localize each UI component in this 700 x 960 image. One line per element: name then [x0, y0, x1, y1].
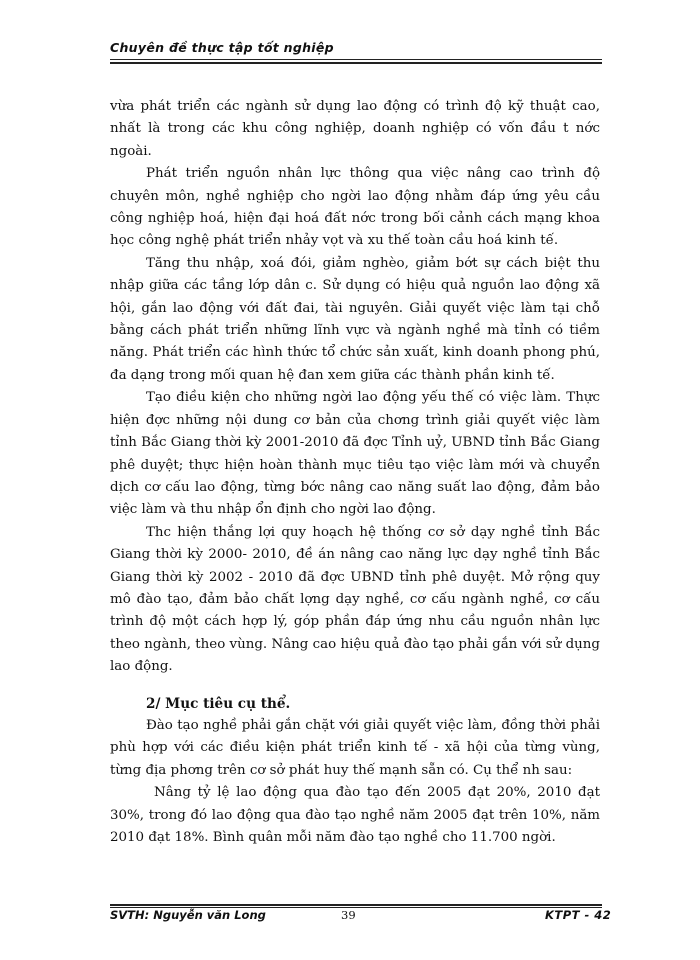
paragraph-continuation: vừa phát triển các ngành sử dụng lao động có trình độ kỹ thuật cao, nhất là trong các khu công nghiệp, doanh nghiệp có vốn đầu t nớc ngoài.	[110, 99, 600, 159]
footer-rule-top	[110, 904, 602, 906]
paragraph-training-rate: Nâng tỷ lệ lao động qua đào tạo đến 2005 đạt 20%, 2010 đạt 30%, trong đó lao động qua đào tạo nghề năm 2005 đạt trên 10%, năm 2010 đạt 18%. Bình quân mỗi năm đào tạo nghề cho 11.700 ngời.	[110, 785, 600, 845]
section-heading: 2/ Mục tiêu cụ thể.	[146, 695, 291, 712]
page-number: 39	[341, 908, 356, 922]
paragraph-vulnerable-workers: Tạo điều kiện cho những ngời lao động yếu thế có việc làm. Thực hiện đợc những nội dung cơ bản của chơng trình giải quyết việc làm tỉnh Bắc Giang thời kỳ 2001-2010 đã đợc Tỉnh uỷ, UBND tỉnh Bắc Giang phê duyệt; thực hiện hoàn thành mục tiêu tạo việc làm mới và chuyển dịch cơ cấu lao động, từng bớc nâng cao năng suất lao động, đảm bảo việc làm và thu nhập ổn định cho ngời lao động.	[110, 390, 601, 518]
paragraph-human-resources: Phát triển nguồn nhân lực thông qua việc nâng cao trình độ chuyên môn, nghề nghiệp cho ngời lao động nhằm đáp ứng yêu cầu công nghiệp hoá, hiện đại hoá đất nớc trong bối cảnh cách mạng khoa học công nghệ phát triển nhảy vọt và xu thế toàn cầu hoá kinh tế.	[110, 166, 600, 249]
section-gap	[110, 679, 600, 693]
header-rule-top	[110, 59, 602, 60]
paragraph-training-goal: Đào tạo nghề phải gắn chặt với giải quyết việc làm, đồng thời phải phù hợp với các điều kiện phát triển kinh tế - xã hội của từng vùng, từng địa phơng trên cơ sở phát huy thế mạnh sẵn có. Cụ thể nh sau:	[110, 717, 600, 778]
paragraph-vocational-planning: Thc hiện thắng lợi quy hoạch hệ thống cơ sở dạy nghề tỉnh Bắc Giang thời kỳ 2000- 2010, đề án nâng cao năng lực dạy nghề tỉnh Bắc Giang thời kỳ 2002 - 2010 đã đợc UBND tỉnh phê duyệt. Mở rộng quy mô đào tạo, đảm bảo chất lợng dạy nghề, cơ cấu ngành nghề, cơ cấu trình độ một cách hợp lý, góp phần đáp ứng nhu cầu nguồn nhân lực theo ngành, theo vùng. Nâng cao hiệu quả đào tạo phải gắn với sử dụng lao động.	[110, 524, 600, 675]
footer-class-code: KTPT - 42	[545, 908, 612, 922]
page-header: Chuyên đề thực tập tốt nghiệp	[110, 40, 334, 55]
document-body	[110, 96, 600, 849]
footer-author: SVTH: Nguyễn văn Long	[110, 908, 266, 922]
paragraph-income: Tăng thu nhập, xoá đói, giảm nghèo, giảm bớt sự cách biệt thu nhập giữa các tầng lớp dân c. Sử dụng có hiệu quả nguồn lao động xã hội, gắn lao động với đất đai, tài nguyên. Giải quyết việc làm tại chỗ bằng cách phát triển những lĩnh vực và ngành nghề mà tỉnh có tiềm năng. Phát triển các hình thức tổ chức sản xuất, kinh doanh phong phú, đa dạng trong mối quan hệ đan xem giữa các thành phần kinh tế.	[110, 255, 600, 383]
header-rule-bottom	[110, 62, 602, 64]
